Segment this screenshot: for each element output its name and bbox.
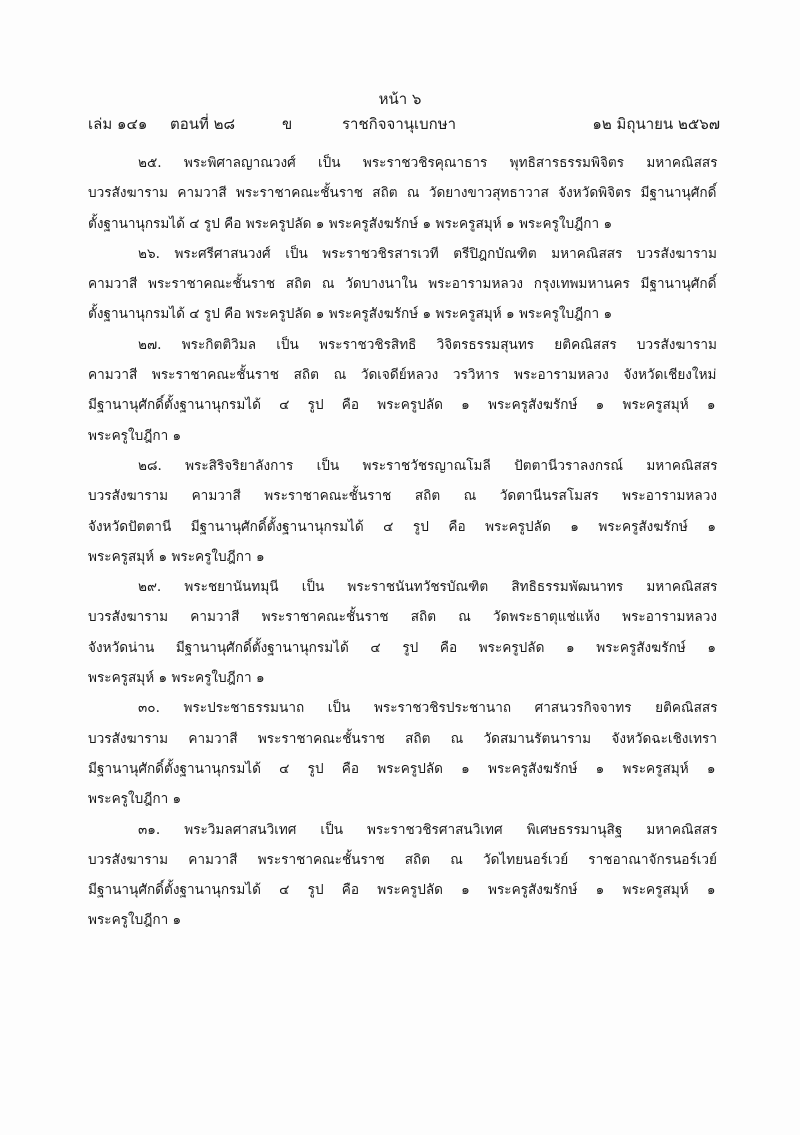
appointment-paragraph	[88, 239, 720, 330]
paragraph-line: มีฐานานุศักดิ์ตั้งฐานานุกรมได้ ๔ รูป คือ พระครูปลัด ๑ พระครูสังฆรักษ์ ๑ พระครูสมุห์ ๑	[88, 760, 716, 777]
paragraph-line: บวรสังฆาราม คามวาสี พระราชาคณะชั้นราช สถิต ณ วัดยางขาวสุทธาวาส จังหวัดพิจิตร มีฐานานุศักดิ์	[88, 185, 717, 202]
appointment-paragraph	[88, 693, 720, 814]
appointment-paragraph	[88, 451, 720, 572]
paragraph-line: จังหวัดปัตตานี มีฐานานุศักดิ์ตั้งฐานานุกรมได้ ๔ รูป คือ พระครูปลัด ๑ พระครูสังฆรักษ์ ๑	[88, 518, 716, 535]
paragraph-line: พระครูสมุห์ ๑ พระครูใบฎีกา ๑	[88, 548, 265, 565]
paragraph-line: ๒๕. พระพิศาลญาณวงศ์ เป็น พระราชวชิรคุณาธาร พุทธิสารธรรมพิจิตร มหาคณิสสร	[138, 155, 718, 171]
paragraph-line: จังหวัดน่าน มีฐานานุศักดิ์ตั้งฐานานุกรมได้ ๔ รูป คือ พระครูปลัด ๑ พระครูสังฆรักษ์ ๑	[88, 639, 716, 656]
header-gazette-title: ราชกิจจานุเบกษา	[342, 115, 457, 133]
appointment-paragraph	[88, 148, 720, 239]
paragraph-line: ตั้งฐานานุกรมได้ ๔ รูป คือ พระครูปลัด ๑ พระครูสังฆรักษ์ ๑ พระครูสมุห์ ๑ พระครูใบฎีกา ๑	[88, 306, 613, 323]
paragraph-line: บวรสังฆาราม คามวาสี พระราชาคณะชั้นราช สถิต ณ วัดพระธาตุแช่แห้ง พระอารามหลวง	[88, 609, 717, 626]
header-volume: เล่ม ๑๔๑	[88, 115, 148, 133]
appointment-paragraph	[88, 330, 720, 451]
paragraph-line: มีฐานานุศักดิ์ตั้งฐานานุกรมได้ ๔ รูป คือ พระครูปลัด ๑ พระครูสังฆรักษ์ ๑ พระครูสมุห์ ๑	[88, 882, 716, 899]
paragraph-line: ๒๖. พระศรีศาสนวงศ์ เป็น พระราชวชิรสารเวที ตรีปิฎกบัณฑิต มหาคณิสสร บวรสังฆาราม	[138, 245, 717, 262]
paragraph-line: ๒๙. พระชยานันทมุนี เป็น พระราชนันทวัชรบัณฑิต สิทธิธรรมพัฒนาทร มหาคณิสสร	[138, 579, 718, 596]
appointment-paragraph	[88, 572, 720, 693]
header-date: ๑๒ มิถุนายน ๒๕๖๗	[592, 115, 720, 133]
page-header	[88, 114, 720, 136]
header-part: ข	[282, 115, 293, 133]
paragraph-line: พระครูใบฎีกา ๑	[88, 912, 182, 929]
document-body	[88, 148, 720, 936]
appointment-paragraph	[88, 815, 720, 936]
paragraph-line: บวรสังฆาราม คามวาสี พระราชาคณะชั้นราช สถิต ณ วัดสมานรัตนาราม จังหวัดฉะเชิงเทรา	[88, 730, 717, 747]
header-issue: ตอนที่ ๒๘	[170, 115, 236, 133]
paragraph-line: ๒๗. พระกิตติวิมล เป็น พระราชวชิรสิทธิ วิจิตรธรรมสุนทร ยติคณิสสร บวรสังฆาราม	[138, 336, 717, 353]
paragraph-line: คามวาสี พระราชาคณะชั้นราช สถิต ณ วัดเจดีย์หลวง วรวิหาร พระอารามหลวง จังหวัดเชียงใหม่	[88, 367, 717, 384]
paragraph-line: คามวาสี พระราชาคณะชั้นราช สถิต ณ วัดบางนาใน พระอารามหลวง กรุงเทพมหานคร มีฐานานุศักดิ์	[88, 276, 717, 293]
paragraph-line: ตั้งฐานานุกรมได้ ๔ รูป คือ พระครูปลัด ๑ พระครูสังฆรักษ์ ๑ พระครูสมุห์ ๑ พระครูใบฎีกา ๑	[88, 215, 613, 232]
page-number: หน้า ๖	[378, 90, 422, 108]
paragraph-line: ๓๐. พระประชาธรรมนาถ เป็น พระราชวชิรประชานาถ ศาสนวรกิจจาทร ยติคณิสสร	[138, 700, 718, 717]
paragraph-line: มีฐานานุศักดิ์ตั้งฐานานุกรมได้ ๔ รูป คือ พระครูปลัด ๑ พระครูสังฆรักษ์ ๑ พระครูสมุห์ ๑	[88, 397, 716, 414]
paragraph-line: พระครูใบฎีกา ๑	[88, 791, 182, 808]
paragraph-line: พระครูใบฎีกา ๑	[88, 427, 182, 444]
paragraph-line: ๒๘. พระสิริจริยาลังการ เป็น พระราชวัชรญาณโมลี ปัตตานีวราลงกรณ์ มหาคณิสสร	[138, 457, 718, 474]
paragraph-line: พระครูสมุห์ ๑ พระครูใบฎีกา ๑	[88, 670, 265, 687]
paragraph-line: ๓๑. พระวิมลศาสนวิเทศ เป็น พระราชวชิรศาสนวิเทศ พิเศษธรรมานุสิฐ มหาคณิสสร	[138, 821, 718, 838]
paragraph-line: บวรสังฆาราม คามวาสี พระราชาคณะชั้นราช สถิต ณ วัดตานีนรสโมสร พระอารามหลวง	[88, 488, 717, 505]
paragraph-line: บวรสังฆาราม คามวาสี พระราชาคณะชั้นราช สถิต ณ วัดไทยนอร์เวย์ ราชอาณาจักรนอร์เวย์	[88, 851, 717, 868]
